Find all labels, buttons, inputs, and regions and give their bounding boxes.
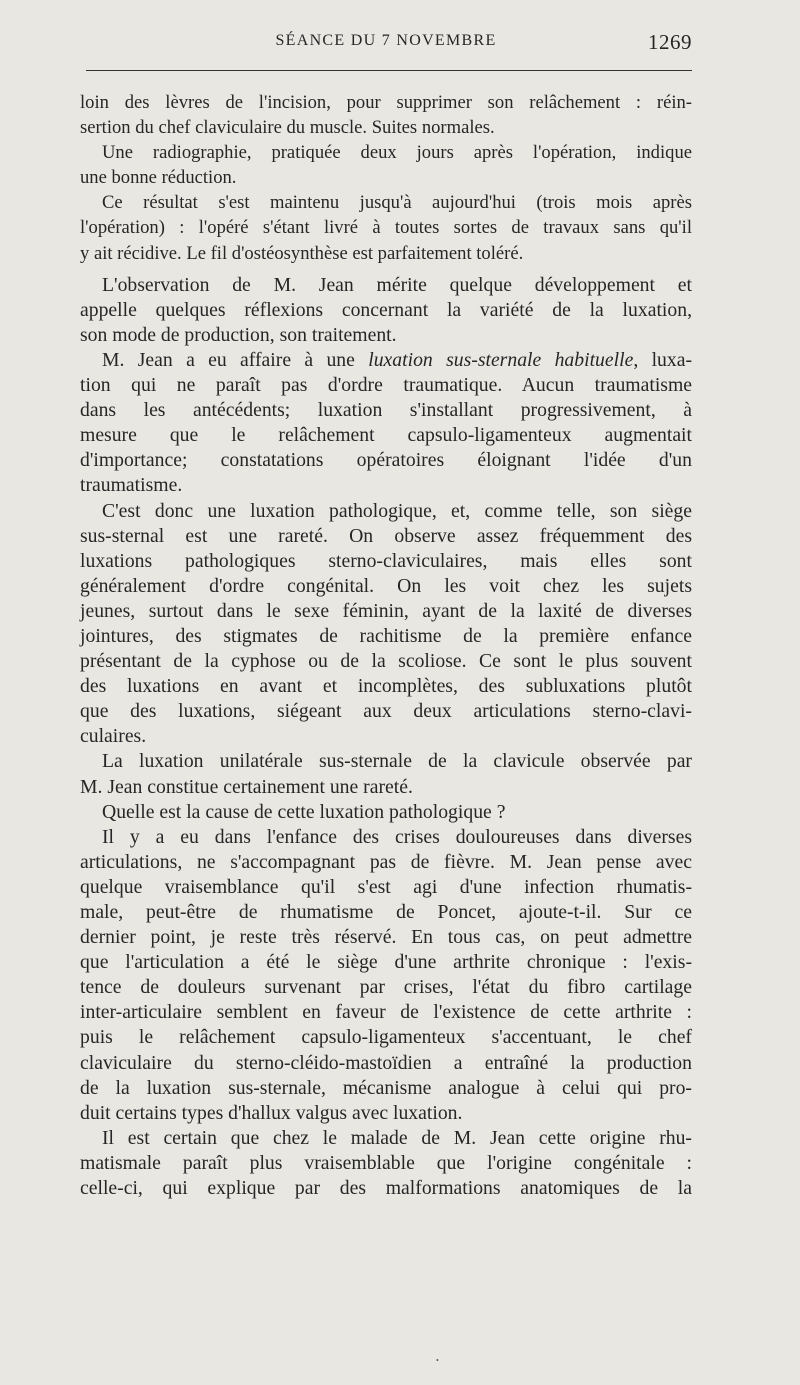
text-line: M. Jean constitue certainement une rareté. bbox=[80, 775, 413, 798]
text-line: jeunes, surtout dans le sexe féminin, ayant de la laxité de diverses bbox=[80, 599, 692, 622]
text-line: inter-articulaire semblent en faveur de l'existence de cette arthrite : bbox=[80, 1001, 692, 1024]
text-line: C'est donc une luxation pathologique, et, comme telle, son siège bbox=[102, 499, 692, 522]
text-line: quelque vraisemblance qu'il s'est agi d'une infection rhumatis- bbox=[80, 875, 692, 898]
text-line bbox=[80, 348, 692, 373]
text-line: Une radiographie, pratiquée deux jours après l'opération, indique bbox=[102, 142, 692, 164]
text-line: Quelle est la cause de cette luxation pathologique ? bbox=[102, 800, 506, 823]
paragraph-gap bbox=[80, 266, 692, 273]
text-line: mesure que le relâchement capsulo-ligamenteux augmentait bbox=[80, 424, 692, 447]
text-line: culaires. bbox=[80, 725, 147, 748]
body-text bbox=[80, 90, 692, 1201]
text-line: son mode de production, son traitement. bbox=[80, 323, 397, 346]
text-line: présentant de la cyphose ou de la scoliose. Ce sont le plus souvent bbox=[80, 650, 692, 673]
text-line: sertion du chef claviculaire du muscle. Suites normales. bbox=[80, 117, 495, 139]
text-line: Il est certain que chez le malade de M. Jean cette origine rhu- bbox=[102, 1126, 692, 1149]
text-line: sus-sternal est une rareté. On observe assez fréquemment des bbox=[80, 524, 692, 547]
italic-term: luxation sus-sternale habituelle bbox=[368, 348, 634, 371]
text-line: appelle quelques réflexions concernant la variété de la luxation, bbox=[80, 298, 692, 321]
text-line: tence de douleurs survenant par crises, l'état du fibro cartilage bbox=[80, 976, 692, 999]
running-head bbox=[80, 30, 692, 54]
text-line: La luxation unilatérale sus-sternale de la clavicule observée par bbox=[102, 750, 692, 773]
text-line: Ce résultat s'est maintenu jusqu'à aujourd'hui (trois mois après bbox=[102, 192, 692, 214]
text-line: que des luxations, siégeant aux deux articulations sterno-clavi- bbox=[80, 700, 692, 723]
text-run: , luxa- bbox=[633, 348, 693, 371]
text-line: dernier point, je reste très réservé. En tous cas, on peut admettre bbox=[80, 926, 692, 949]
text-line: l'opération) : l'opéré s'étant livré à toutes sortes de travaux sans qu'il bbox=[80, 217, 692, 239]
text-line: des luxations en avant et incomplètes, des subluxations plutôt bbox=[80, 675, 692, 698]
text-line: duit certains types d'hallux valgus avec luxation. bbox=[80, 1101, 463, 1124]
text-line: articulations, ne s'accompagnant pas de fièvre. M. Jean pense avec bbox=[80, 850, 692, 873]
text-line: de la luxation sus-sternale, mécanisme analogue à celui qui pro- bbox=[80, 1076, 692, 1099]
running-head-title: SÉANCE DU 7 NOVEMBRE bbox=[275, 32, 497, 49]
text-line: une bonne réduction. bbox=[80, 167, 237, 189]
text-run: M. Jean a eu affaire à une bbox=[102, 348, 355, 371]
text-line: loin des lèvres de l'incision, pour supprimer son relâchement : réin- bbox=[80, 92, 692, 113]
text-line: L'observation de M. Jean mérite quelque développement et bbox=[102, 273, 692, 296]
text-line: généralement d'ordre congénital. On les voit chez les sujets bbox=[80, 574, 692, 597]
text-line: puis le relâchement capsulo-ligamenteux s'accentuant, le chef bbox=[80, 1026, 692, 1049]
print-speck: • bbox=[436, 1356, 439, 1365]
text-line: matismale paraît plus vraisemblable que l'origine congénitale : bbox=[80, 1151, 692, 1174]
text-line: dans les antécédents; luxation s'installant progressivement, à bbox=[80, 399, 692, 422]
text-line: traumatisme. bbox=[80, 474, 183, 497]
text-line: que l'articulation a été le siège d'une arthrite chronique : l'exis- bbox=[80, 951, 692, 974]
text-line: tion qui ne paraît pas d'ordre traumatique. Aucun traumatisme bbox=[80, 374, 692, 397]
text-line: jointures, des stigmates de rachitisme de la première enfance bbox=[80, 624, 692, 647]
text-line: male, peut-être de rhumatisme de Poncet, ajoute-t-il. Sur ce bbox=[80, 901, 692, 923]
text-line: luxations pathologiques sterno-claviculaires, mais elles sont bbox=[80, 549, 692, 572]
text-line: d'importance; constatations opératoires éloignant l'idée d'un bbox=[80, 449, 692, 472]
text-line: celle-ci, qui explique par des malformations anatomiques de la bbox=[80, 1177, 692, 1200]
header-rule bbox=[86, 70, 692, 71]
page-number: 1269 bbox=[648, 30, 692, 54]
text-line: Il y a eu dans l'enfance des crises douloureuses dans diverses bbox=[102, 825, 692, 848]
text-line: y ait récidive. Le fil d'ostéosynthèse est parfaitement toléré. bbox=[80, 242, 524, 264]
text-line: claviculaire du sterno-cléido-mastoïdien a entraîné la production bbox=[80, 1051, 692, 1074]
